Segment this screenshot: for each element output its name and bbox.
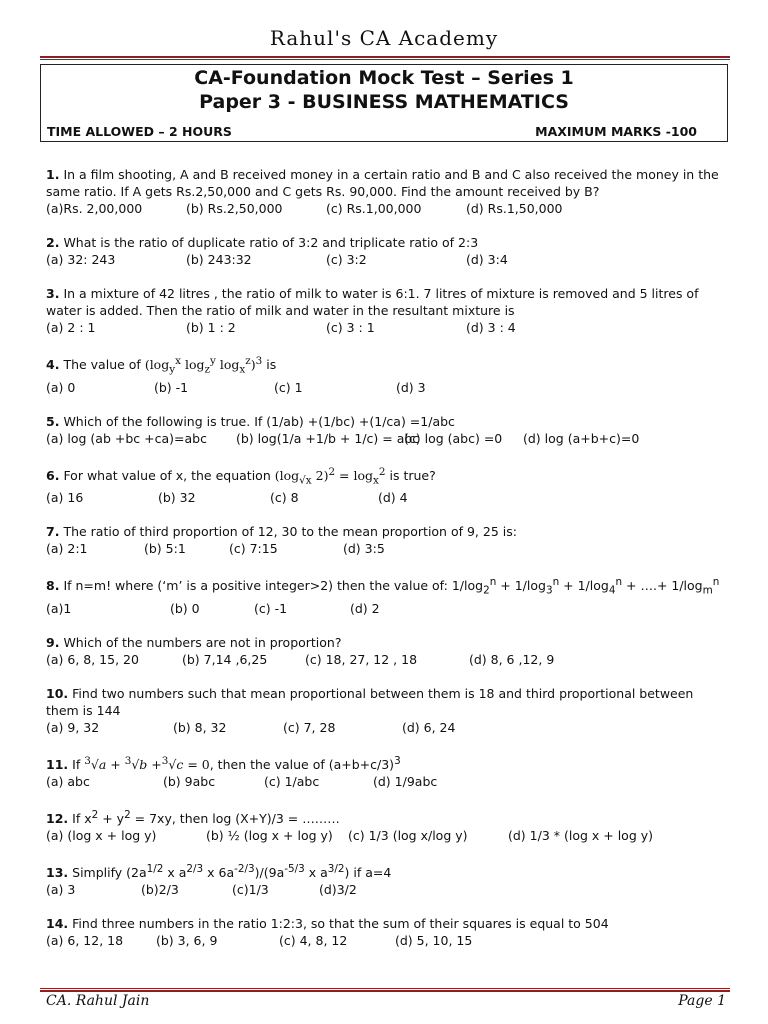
option-c: (c) 1/3 (log x/log y) [348, 828, 468, 844]
log-equation: ($\log_{√x}$ $2)^2 = \log_x^2$ [274, 465, 386, 487]
question-number: 10. [46, 685, 69, 701]
options-row [46, 932, 726, 949]
option-b: (b)2/3 [141, 882, 179, 898]
question-text: The ratio of third proportion of 12, 30 to the mean proportion of 9, 25 is: [63, 524, 517, 540]
question-text-end: is true? [389, 467, 436, 483]
option-b: (b) -1 [154, 379, 189, 395]
question-9 [46, 634, 726, 668]
options-row [46, 773, 726, 790]
option-d: (d) 1/9abc [373, 774, 438, 790]
option-a: (a) log (ab +bc +ca)=abc [46, 430, 207, 446]
option-b: (b) log(1/a +1/b + 1/c) = abc [236, 430, 420, 446]
author-name: CA. Rahul Jain [46, 993, 150, 1009]
option-d: (d) 3 [396, 379, 426, 395]
question-number: 8. [46, 578, 60, 594]
option-d: (d)3/2 [319, 882, 357, 898]
test-title: CA-Foundation Mock Test – Series 1 [194, 67, 574, 89]
question-text: Find two numbers such that mean proportional between them is 18 and third proportional between them is 144 [46, 685, 694, 718]
option-a: (a) 0 [46, 379, 76, 395]
question-7 [46, 523, 726, 557]
question-8 [46, 574, 726, 617]
question-text: If n=m! where (‘m’ is a positive integer>2) then the value of: [63, 578, 448, 594]
time-allowed: TIME ALLOWED – 2 HOURS [47, 124, 232, 139]
options-row [46, 651, 726, 668]
options-row [46, 600, 726, 617]
question-6 [46, 464, 726, 507]
option-b: (b) ½ (log x + log y) [206, 828, 333, 844]
question-text: Which of the following is true. If (1/ab) +(1/bc) +(1/ca) =1/abc [63, 413, 455, 429]
option-d: (d) Rs.1,50,000 [466, 201, 563, 216]
option-d: (d) 3:4 [466, 252, 508, 267]
question-number: 7. [46, 524, 60, 540]
options-row [46, 200, 726, 217]
question-text: The value of [63, 357, 141, 373]
page-number: Page 1 [678, 993, 726, 1009]
option-c: (c) 3:2 [326, 252, 367, 267]
question-number: 6. [46, 467, 60, 483]
option-a: (a) (log x + log y) [46, 828, 157, 844]
option-b: (b) 9abc [163, 774, 216, 790]
option-d: (d) 4 [378, 490, 408, 506]
option-a: (a) 3 [46, 882, 76, 898]
option-c: (c) 7:15 [229, 541, 278, 557]
page-footer [46, 993, 726, 1009]
option-a: (a) abc [46, 774, 90, 790]
option-d: (d) 1/3 * (log x + log y) [508, 828, 654, 844]
log-series-expression: $1/\log_2^n + 1/\log_3^n + 1/\log_4^n$ + ….+ $1/\log_m^n$ [451, 576, 720, 597]
option-a: (a)Rs. 2,00,000 [46, 201, 143, 216]
question-5 [46, 413, 726, 447]
question-text: For what value of x, the equation [63, 467, 271, 483]
question-number: 14. [46, 916, 69, 932]
question-12: 12. If $x^2 + y^2 = 7xy$, then log (X+Y)/3 = ……… (a) (log x + log y) (b) ½ (log x + log y) (c) 1/3 (log x/log y) (d) 1/3 * (log x + log y) [46, 807, 726, 844]
option-b: (b) 3, 6, 9 [156, 933, 218, 949]
options-row [46, 430, 726, 447]
question-number: 5. [46, 413, 60, 429]
question-text: In a film shooting, A and B received money in a certain ratio and B and C also received the money in the same ratio. If A gets Rs.2,50,000 and C gets Rs. 90,000. Find the amount received by B? [46, 167, 719, 199]
question-1 [46, 166, 726, 217]
option-a: (a) 6, 12, 18 [46, 933, 124, 949]
question-text-end: , then the value of (a+b+c/3) [209, 757, 395, 773]
question-4 [46, 353, 726, 396]
question-number: 11. [46, 757, 69, 773]
option-b: (b) 1 : 2 [186, 320, 236, 335]
option-d: (d) 8, 6 ,12, 9 [469, 651, 555, 667]
options-row [46, 251, 726, 268]
option-b: (b) 5:1 [144, 541, 186, 557]
option-d: (d) log (a+b+c)=0 [523, 430, 640, 446]
option-c: (c) 3 : 1 [326, 320, 375, 335]
option-c: (c) 8 [270, 490, 299, 506]
simplify-expression: $^{1/2}$ x $a^{2/3}$ x $6a^{-2/3})/(9a^{-5/3}$ x $a^{3/2}$) if a=4 [146, 863, 392, 881]
question-number: 9. [46, 634, 60, 650]
header-rule [40, 56, 730, 60]
question-text: If x [72, 811, 92, 827]
option-d: (d) 3:5 [343, 541, 385, 557]
paper-title: Paper 3 - BUSINESS MATHEMATICS [199, 91, 569, 113]
test-header-box [40, 64, 728, 142]
question-13 [46, 861, 726, 898]
question-text-end: is [266, 357, 277, 373]
option-d: (d) 3 : 4 [466, 320, 516, 335]
option-b: (b) Rs.2,50,000 [186, 201, 283, 216]
log-product-expression: ($\log_y^x$ $\log_z^y \log_x^z)^3$ [144, 355, 263, 376]
options-row [46, 827, 726, 844]
option-d: (d) 5, 10, 15 [395, 933, 473, 949]
option-c: (c) 4, 8, 12 [279, 933, 348, 949]
question-text: Find three numbers in the ratio 1:2:3, so that the sum of their squares is equal to 504 [72, 916, 609, 932]
question-number: 4. [46, 357, 60, 373]
question-number: 13. [46, 865, 69, 881]
question-2 [46, 234, 726, 268]
question-number: 3. [46, 286, 60, 301]
option-c: (c) 7, 28 [283, 719, 336, 735]
question-text: If [72, 757, 81, 773]
question-list [46, 166, 726, 966]
option-b: (b) 8, 32 [173, 719, 227, 735]
option-b: (b) 7,14 ,6,25 [182, 651, 268, 667]
option-c: (c) 1/abc [264, 774, 320, 790]
option-a: (a) 16 [46, 490, 84, 506]
question-number: 2. [46, 235, 60, 250]
option-a: (a) 9, 32 [46, 719, 100, 735]
question-text: What is the ratio of duplicate ratio of 3:2 and triplicate ratio of 2:3 [63, 235, 479, 250]
cube-root-expression: $^3$√a + $^3$√b +$^3$√c = 0 [84, 754, 210, 773]
footer-rule [40, 988, 730, 992]
option-d: (d) 6, 24 [402, 719, 456, 735]
options-row [46, 719, 726, 736]
question-text-end: , then log (X+Y)/3 = ……… [171, 811, 340, 827]
options-row [46, 489, 726, 506]
option-a: (a) 6, 8, 15, 20 [46, 651, 139, 667]
option-a: (a) 2:1 [46, 541, 88, 557]
question-11: 11. If $^3$√a + $^3$√b +$^3$√c = 0, then the value of $(a+b+c/3)^3$ (a) abc (b) 9abc (c) 1/abc (d) 1/9abc [46, 753, 726, 790]
question-text: Simplify (2a [72, 865, 147, 881]
question-14 [46, 915, 726, 949]
option-a: (a)1 [46, 600, 72, 616]
options-row [46, 379, 726, 396]
options-row [46, 540, 726, 557]
question-text: Which of the numbers are not in proportion? [63, 634, 342, 650]
option-b: (b) 243:32 [186, 252, 252, 267]
option-b: (b) 32 [158, 490, 196, 506]
option-c: (c)1/3 [232, 882, 269, 898]
academy-name: Rahul's CA Academy [269, 26, 499, 50]
option-d: (d) 2 [350, 600, 380, 616]
options-row [46, 881, 726, 898]
header-info-row [47, 124, 721, 139]
option-c: (c) -1 [254, 600, 288, 616]
question-text: In a mixture of 42 litres , the ratio of milk to water is 6:1. 7 litres of mixture is removed and 5 litres of water is added. Then the ratio of milk and water in the resultant mixture is [46, 286, 699, 318]
option-c: (c) Rs.1,00,000 [326, 201, 422, 216]
option-a: (a) 32: 243 [46, 252, 116, 267]
question-number: 12. [46, 811, 69, 827]
maximum-marks: MAXIMUM MARKS -100 [535, 124, 697, 139]
question-3 [46, 285, 726, 336]
options-row [46, 319, 726, 336]
question-number: 1. [46, 167, 60, 182]
option-c: (c) 18, 27, 12 , 18 [305, 651, 418, 667]
option-c: (c) 1 [274, 379, 303, 395]
option-a: (a) 2 : 1 [46, 320, 96, 335]
option-b: (b) 0 [170, 600, 200, 616]
question-10 [46, 685, 726, 736]
option-c: (c) log (abc) =0 [404, 430, 503, 446]
